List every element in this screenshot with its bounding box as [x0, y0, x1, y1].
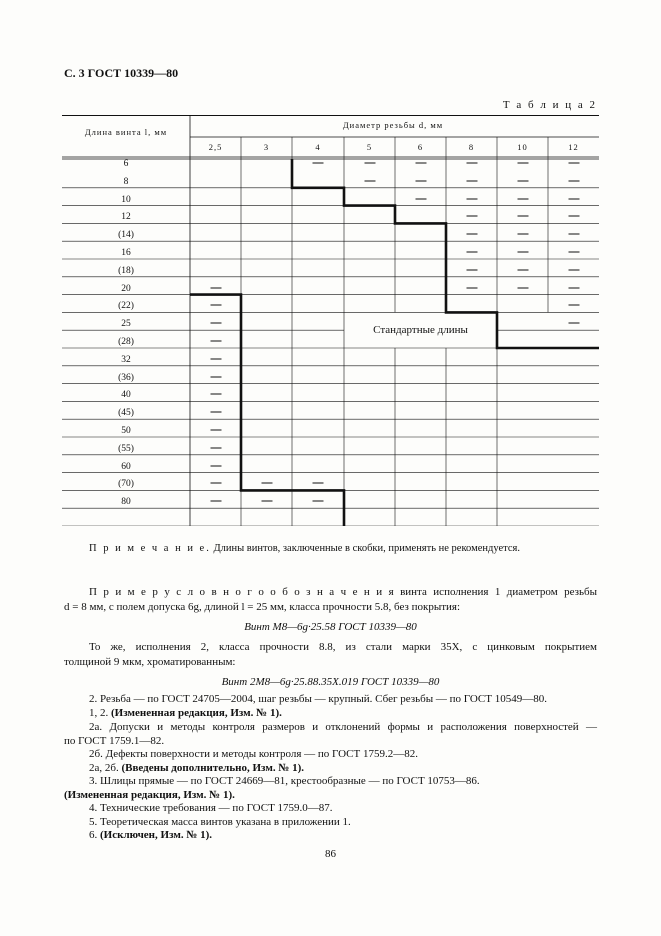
diameter-header: 3: [263, 142, 270, 152]
length-label: 50: [121, 426, 131, 436]
not-applicable-dash: [261, 501, 272, 502]
not-applicable-dash: [466, 287, 477, 288]
item-4: 4. Технические требования — по ГОСТ 1759.0—87.: [89, 802, 333, 814]
table-grid: [62, 115, 599, 526]
item-ref: 1, 2.: [89, 707, 109, 719]
length-label: 80: [121, 497, 131, 508]
diameter-header: 8: [468, 142, 475, 152]
not-applicable-dash: [517, 180, 528, 181]
note-text: Длины винтов, заключенные в скобки, применять не рекомендуется.: [213, 543, 520, 554]
not-applicable-dash: [517, 216, 528, 217]
diameter-header: 2,5: [208, 142, 223, 152]
not-applicable-dash: [364, 180, 375, 181]
item-6: [89, 828, 212, 843]
length-label: (28): [118, 337, 134, 347]
not-applicable-dash: [210, 412, 221, 413]
length-label: 16: [121, 248, 131, 258]
not-applicable-dash: [568, 234, 579, 235]
example-line-4: толщиной 9 мкм, хроматированным:: [64, 656, 236, 668]
not-applicable-dash: [261, 483, 272, 484]
table-note: [89, 543, 520, 554]
amend-note: (Исключен, Изм. № 1).: [100, 829, 213, 841]
amend-note: (Введены дополнительно, Изм. № 1).: [121, 762, 305, 774]
not-applicable-dash: [466, 198, 477, 199]
not-applicable-dash: [568, 323, 579, 324]
not-applicable-dash: [210, 358, 221, 359]
length-label: 8: [123, 176, 129, 187]
length-diameter-table: [62, 115, 599, 526]
length-label: (45): [118, 408, 134, 419]
page-header: С. 3 ГОСТ 10339—80: [64, 66, 179, 80]
length-label: (55): [118, 443, 134, 454]
not-applicable-dash: [568, 180, 579, 181]
example-line-3: То же, исполнения 2, класса прочности 8.8, из стали марки 35Х, с цинковым покрытием: [89, 641, 597, 653]
length-label: 6: [123, 159, 129, 169]
not-applicable-dash: [517, 163, 528, 164]
not-applicable-dash: [313, 163, 324, 164]
standard-lengths-label: Стандартные длины: [367, 322, 474, 338]
not-applicable-dash: [568, 269, 579, 270]
length-label: 60: [121, 461, 131, 472]
not-applicable-dash: [210, 465, 221, 466]
item-2: 2. Резьба — по ГОСТ 24705—2004, шаг резьбы — крупный. Сбег резьбы — по ГОСТ 10549—80.: [89, 693, 547, 705]
length-label: 25: [121, 319, 131, 330]
not-applicable-dash: [568, 305, 579, 306]
length-label: (22): [118, 301, 134, 312]
length-label: (36): [118, 372, 134, 383]
not-applicable-dash: [210, 287, 221, 288]
length-label: 40: [121, 390, 131, 401]
not-applicable-dash: [517, 269, 528, 270]
not-applicable-dash: [568, 252, 579, 253]
not-applicable-dash: [210, 501, 221, 502]
length-label: (14): [118, 230, 134, 241]
item-ref: 6.: [89, 829, 98, 841]
not-applicable-dash: [517, 234, 528, 235]
not-applicable-dash: [364, 163, 375, 164]
upper-boundary-step-line: [292, 159, 599, 348]
item-5: 5. Теоретическая масса винтов указана в приложении 1.: [89, 816, 351, 828]
length-label: 20: [121, 283, 131, 294]
not-applicable-dash: [568, 198, 579, 199]
table-caption: Т а б л и ц а 2: [502, 99, 597, 111]
item-3: 3. Шлицы прямые — по ГОСТ 24669—81, крестообразные — по ГОСТ 10753—86.: [89, 775, 480, 787]
diameter-header: 5: [366, 142, 373, 152]
not-applicable-dash: [466, 163, 477, 164]
length-label: 12: [121, 212, 131, 223]
not-applicable-dash: [210, 430, 221, 431]
not-applicable-dash: [210, 447, 221, 448]
not-applicable-dash: [210, 323, 221, 324]
item-2b: 2б. Дефекты поверхности и методы контроля — по ГОСТ 1759.2—82.: [89, 748, 418, 760]
not-applicable-dash: [517, 287, 528, 288]
not-applicable-dash: [466, 180, 477, 181]
not-applicable-dash: [415, 198, 426, 199]
not-applicable-dash: [517, 252, 528, 253]
length-label: (70): [118, 479, 134, 490]
not-applicable-dash: [466, 216, 477, 217]
not-applicable-dash: [466, 252, 477, 253]
diameter-header: 10: [517, 142, 528, 152]
item-3-amend: (Измененная редакция, Изм. № 1).: [64, 789, 235, 801]
item-2a-line-1: 2а. Допуски и методы контроля размеров и отклонений формы и расположения поверхностей —: [89, 721, 597, 733]
note-label: П р и м е ч а н и е.: [89, 543, 211, 554]
not-applicable-dash: [466, 269, 477, 270]
diameter-header: 12: [568, 142, 579, 152]
item-ref: 2а, 2б.: [89, 762, 119, 774]
page-number: 86: [325, 848, 336, 860]
not-applicable-dash: [415, 180, 426, 181]
length-label: (18): [118, 265, 134, 276]
designation-1: Винт М8—6g·25.58 ГОСТ 10339—80: [244, 621, 417, 633]
not-applicable-dash: [210, 305, 221, 306]
not-applicable-dash: [517, 198, 528, 199]
not-applicable-dash: [415, 163, 426, 164]
lower-boundary-step-line: [190, 295, 344, 526]
not-applicable-dash: [313, 501, 324, 502]
designation-2: Винт 2М8—6g·25.88.35Х.019 ГОСТ 10339—80: [221, 676, 440, 688]
not-applicable-dash: [210, 483, 221, 484]
item-1-2-amend: [89, 706, 282, 721]
amend-note: (Измененная редакция, Изм. № 1).: [111, 707, 282, 719]
length-label: 32: [121, 354, 131, 365]
example-line-2: d = 8 мм, с полем допуска 6g, длиной l = 25 мм, класса прочности 5.8, без покрытия:: [64, 601, 461, 613]
not-applicable-dash: [568, 287, 579, 288]
diameter-header: 6: [417, 142, 424, 152]
not-applicable-dash: [210, 341, 221, 342]
row-header: Длина винта l, мм: [84, 127, 168, 137]
not-applicable-dash: [568, 163, 579, 164]
not-applicable-dash: [210, 394, 221, 395]
not-applicable-dash: [210, 376, 221, 377]
example-line-1: П р и м е р у с л о в н о г о о б о з н а ч е н и я винта исполнения 1 диаметром резьбы: [89, 586, 597, 598]
column-group-header: Диаметр резьбы d, мм: [342, 120, 444, 130]
length-label: 10: [121, 194, 131, 205]
not-applicable-dash: [466, 234, 477, 235]
item-2a-line-2: по ГОСТ 1759.1—82.: [64, 735, 165, 747]
diameter-header: 4: [315, 142, 321, 152]
not-applicable-dash: [568, 216, 579, 217]
not-applicable-dash: [313, 483, 324, 484]
